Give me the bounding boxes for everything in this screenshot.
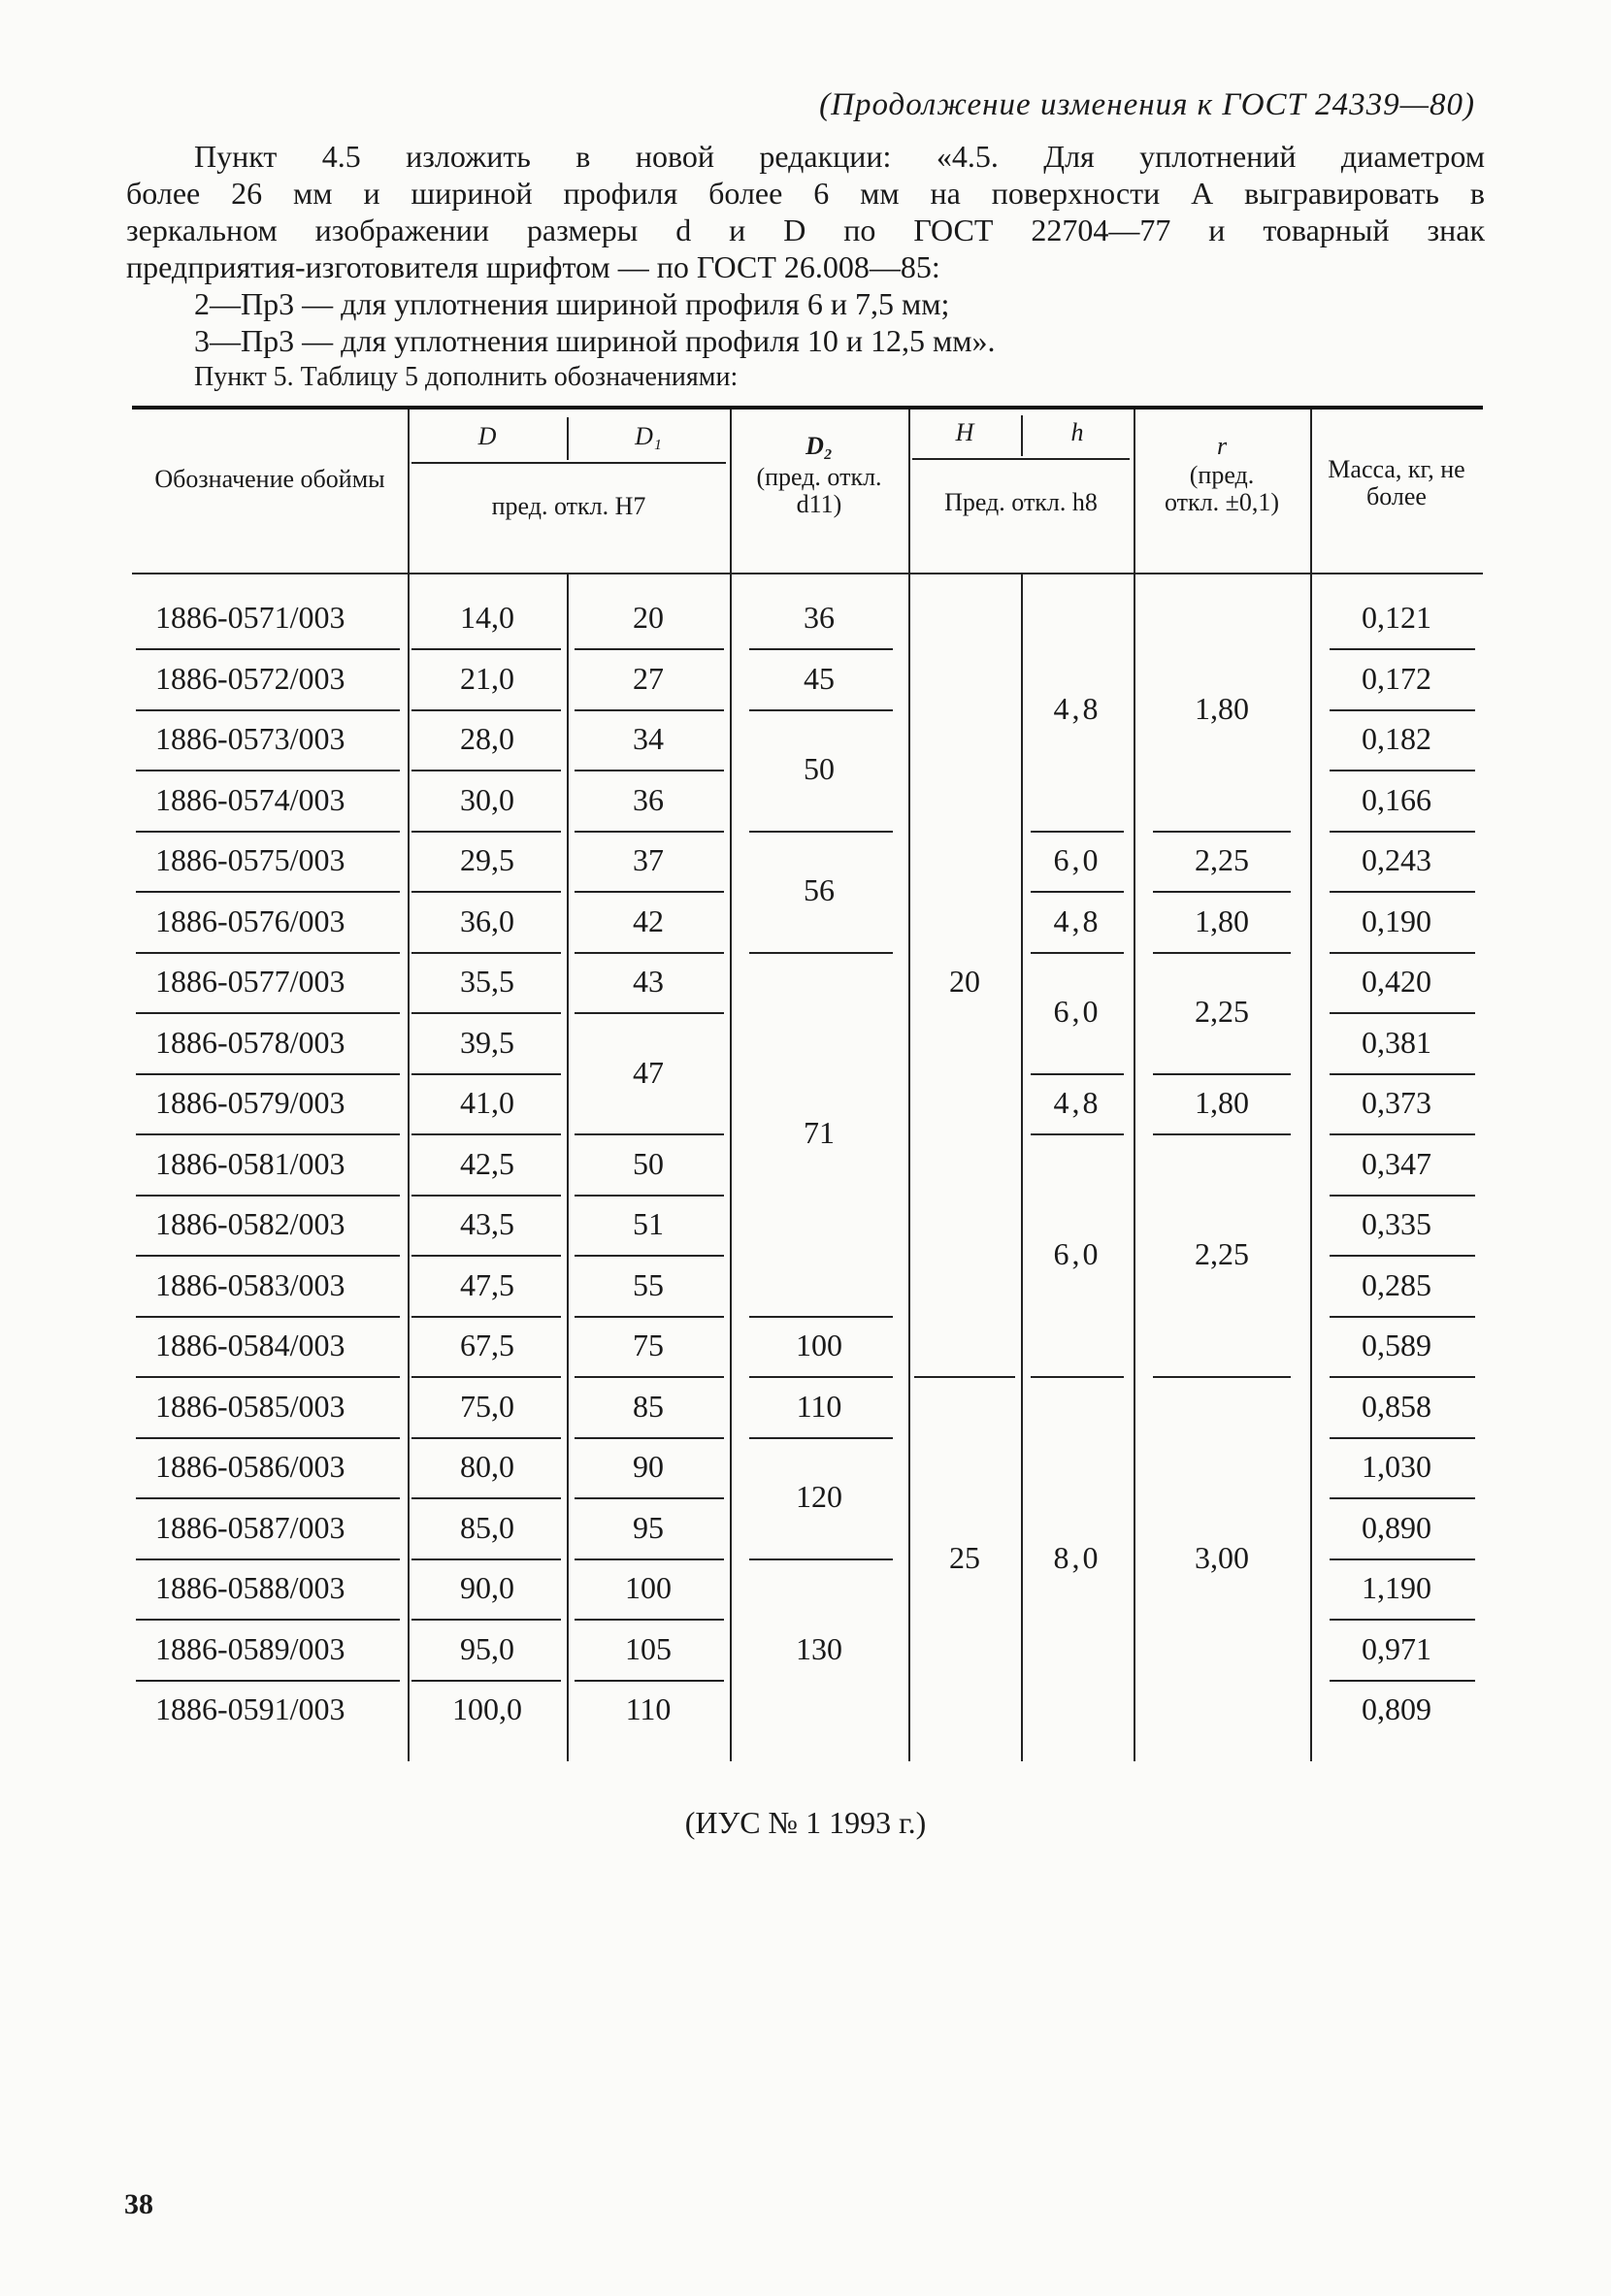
row-rule — [411, 1012, 561, 1014]
row-rule — [1330, 1195, 1475, 1197]
table-row-designation: 1886-0587/003 — [155, 1509, 345, 1545]
table-row-D: 47,5 — [460, 1266, 514, 1302]
row-rule — [136, 1558, 400, 1560]
table-row-mass: 0,166 — [1362, 781, 1431, 817]
row-rule — [411, 1316, 561, 1318]
row-rule — [914, 1376, 1015, 1378]
row-rule — [136, 648, 400, 650]
row-rule — [136, 891, 400, 893]
row-rule — [1330, 1012, 1475, 1014]
table-row-designation: 1886-0582/003 — [155, 1206, 345, 1241]
text-line: Пункт 4.5 изложить в новой редакции: «4.5. Для уплотнений диаметром — [194, 139, 1485, 174]
table-cell-D2: 71 — [804, 1115, 835, 1151]
header-D: D — [477, 422, 497, 450]
table-row-D: 28,0 — [460, 721, 514, 756]
row-rule — [1330, 831, 1475, 833]
row-rule — [749, 831, 893, 833]
table-row-designation: 1886-0573/003 — [155, 721, 345, 756]
row-rule — [1330, 891, 1475, 893]
table-row-mass: 0,243 — [1362, 842, 1431, 877]
row-rule — [411, 770, 561, 771]
table-row-D: 30,0 — [460, 781, 514, 817]
row-rule — [749, 1437, 893, 1439]
header-H: H — [955, 418, 974, 446]
row-rule — [1153, 1133, 1291, 1135]
table-row-mass: 1,030 — [1362, 1449, 1431, 1484]
row-rule — [136, 1133, 400, 1135]
row-rule — [1153, 1376, 1291, 1378]
table-row-designation: 1886-0584/003 — [155, 1328, 345, 1362]
table-row-D1: 95 — [633, 1509, 664, 1545]
table-row-D: 39,5 — [460, 1024, 514, 1060]
table-row-D: 75,0 — [460, 1388, 514, 1424]
header-D1: D₁ — [635, 422, 662, 450]
table-row-mass: 0,809 — [1362, 1691, 1431, 1726]
row-rule — [575, 1195, 724, 1197]
row-rule — [749, 1376, 893, 1378]
row-rule — [411, 1376, 561, 1378]
row-rule — [136, 1255, 400, 1257]
row-rule — [411, 1497, 561, 1499]
table-row-D1: 55 — [633, 1266, 664, 1302]
row-rule — [575, 1619, 724, 1621]
header-mass: Масса, кг, не более — [1328, 455, 1465, 510]
row-rule — [575, 891, 724, 893]
table-row-D1: 50 — [633, 1145, 664, 1181]
row-rule — [575, 709, 724, 711]
row-rule — [1330, 1437, 1475, 1439]
table-row-D: 80,0 — [460, 1449, 514, 1484]
row-rule — [1330, 1619, 1475, 1621]
table-row-D: 42,5 — [460, 1145, 514, 1181]
row-rule — [411, 648, 561, 650]
table-row-D1: 42 — [633, 902, 664, 938]
row-rule — [575, 1316, 724, 1318]
table-row-designation: 1886-0579/003 — [155, 1085, 345, 1120]
table-row-D1: 105 — [625, 1630, 672, 1666]
row-rule — [1330, 1316, 1475, 1318]
header-bottom-rule — [132, 573, 1483, 574]
row-rule — [411, 1558, 561, 1560]
table-row-designation: 1886-0586/003 — [155, 1449, 345, 1484]
table-row-mass: 0,335 — [1362, 1206, 1431, 1241]
row-rule — [136, 831, 400, 833]
header-D-tol: пред. откл. Н7 — [491, 492, 646, 520]
column-rule — [1021, 574, 1023, 1761]
text-line: более 26 мм и шириной профиля более 6 мм на поверхности А выгравировать в — [126, 176, 1485, 211]
table-row-D1: 100 — [625, 1570, 672, 1605]
table-cell-h: 4,8 — [1053, 902, 1101, 938]
table-cell-h: 6,0 — [1053, 1236, 1101, 1272]
row-rule — [749, 709, 893, 711]
table-row-designation: 1886-0572/003 — [155, 660, 345, 696]
row-rule — [1153, 952, 1291, 954]
row-rule — [575, 1376, 724, 1378]
table-row-designation: 1886-0578/003 — [155, 1024, 345, 1060]
row-rule — [136, 770, 400, 771]
row-rule — [575, 770, 724, 771]
table-row-designation: 1886-0583/003 — [155, 1266, 345, 1302]
table-row-mass: 0,420 — [1362, 964, 1431, 999]
table-cell-D2: 110 — [796, 1388, 842, 1424]
row-rule — [1330, 952, 1475, 954]
row-rule — [1330, 1376, 1475, 1378]
table-row-D1: 34 — [633, 721, 664, 756]
table-row-designation: 1886-0581/003 — [155, 1145, 345, 1181]
table-cell-r: 2,25 — [1195, 842, 1249, 877]
table-cell-r: 1,80 — [1195, 1085, 1249, 1120]
text-line: 3—Пр3 — для уплотнения шириной профиля 10 и 12,5 мм». — [194, 323, 996, 358]
row-rule — [1153, 831, 1291, 833]
row-rule — [575, 952, 724, 954]
footer-note: (ИУС № 1 1993 г.) — [684, 1805, 927, 1840]
row-rule — [1153, 891, 1291, 893]
row-rule — [1153, 1073, 1291, 1075]
table-cell-D2: 36 — [804, 600, 835, 635]
header-sub-rule — [411, 462, 726, 464]
table-cell-D1-merged: 47 — [633, 1054, 664, 1090]
row-rule — [575, 1012, 724, 1014]
row-rule — [1330, 1133, 1475, 1135]
row-rule — [411, 1255, 561, 1257]
table-row-D1: 37 — [633, 842, 664, 877]
row-rule — [1330, 1073, 1475, 1075]
row-rule — [1330, 1255, 1475, 1257]
row-rule — [575, 1255, 724, 1257]
row-rule — [136, 1073, 400, 1075]
header-r: r — [1216, 432, 1228, 460]
table-row-D: 29,5 — [460, 842, 514, 877]
table-row-designation: 1886-0574/003 — [155, 781, 345, 817]
row-rule — [136, 1619, 400, 1621]
row-rule — [1031, 952, 1124, 954]
table-row-D: 95,0 — [460, 1630, 514, 1666]
table-row-D: 90,0 — [460, 1570, 514, 1605]
table-cell-r: 3,00 — [1195, 1539, 1249, 1575]
row-rule — [1330, 1680, 1475, 1682]
table-row-D1: 110 — [625, 1691, 672, 1726]
table-top-rule — [132, 406, 1483, 410]
table-row-D: 35,5 — [460, 964, 514, 999]
row-rule — [749, 1316, 893, 1318]
table-cell-r: 2,25 — [1195, 1236, 1249, 1272]
table-row-D: 21,0 — [460, 660, 514, 696]
row-rule — [1031, 1073, 1124, 1075]
table-row-mass: 0,971 — [1362, 1630, 1431, 1666]
row-rule — [1031, 1133, 1124, 1135]
table-row-D1: 20 — [633, 600, 664, 635]
header-designation: Обозначение обоймы — [154, 465, 385, 493]
table-row-D1: 75 — [633, 1328, 664, 1362]
table-cell-h: 6,0 — [1053, 842, 1101, 877]
table-row-mass: 0,190 — [1362, 902, 1431, 938]
table-cell-h: 4,8 — [1053, 1085, 1101, 1120]
row-rule — [411, 1073, 561, 1075]
row-rule — [1031, 891, 1124, 893]
table-cell-D2: 120 — [796, 1479, 842, 1515]
table-cell-H: 25 — [949, 1539, 980, 1575]
table-row-mass: 0,373 — [1362, 1085, 1431, 1120]
table-row-D1: 85 — [633, 1388, 664, 1424]
row-rule — [411, 709, 561, 711]
table-cell-h: 8,0 — [1053, 1539, 1101, 1575]
row-rule — [575, 831, 724, 833]
table-cell-h: 4,8 — [1053, 690, 1101, 726]
table-row-designation: 1886-0575/003 — [155, 842, 345, 877]
amendment-text — [126, 138, 1485, 396]
table-row-D1: 51 — [633, 1206, 664, 1241]
row-rule — [136, 1012, 400, 1014]
table-row-mass: 0,890 — [1362, 1509, 1431, 1545]
row-rule — [136, 1437, 400, 1439]
table-cell-D2: 50 — [804, 751, 835, 787]
row-rule — [749, 952, 893, 954]
table-row-designation: 1886-0591/003 — [155, 1691, 345, 1726]
table-row-D: 100,0 — [452, 1691, 522, 1726]
row-rule — [575, 1437, 724, 1439]
row-rule — [411, 952, 561, 954]
row-rule — [136, 1195, 400, 1197]
row-rule — [575, 1133, 724, 1135]
table-row-mass: 0,381 — [1362, 1024, 1431, 1060]
table-row-designation: 1886-0589/003 — [155, 1630, 345, 1666]
table-row-designation: 1886-0571/003 — [155, 600, 345, 635]
row-rule — [411, 891, 561, 893]
row-rule — [136, 1376, 400, 1378]
table-cell-H: 20 — [949, 964, 980, 999]
table-cell-r: 1,80 — [1195, 690, 1249, 726]
table-row-mass: 0,285 — [1362, 1266, 1431, 1302]
table-row-D: 85,0 — [460, 1509, 514, 1545]
table-row-mass: 0,347 — [1362, 1145, 1431, 1181]
row-rule — [136, 709, 400, 711]
continuation-note: (Продолжение изменения к ГОСТ 24339—80) — [819, 87, 1475, 122]
row-rule — [1031, 831, 1124, 833]
header-D2: D₂ — [806, 432, 833, 460]
row-rule — [1330, 709, 1475, 711]
table-row-D1: 43 — [633, 964, 664, 999]
table-row-D: 41,0 — [460, 1085, 514, 1120]
text-line: зеркальном изображении размеры d и D по ГОСТ 22704—77 и товарный знак — [126, 213, 1485, 247]
row-rule — [749, 1558, 893, 1560]
row-rule — [1330, 770, 1475, 771]
row-rule — [411, 1195, 561, 1197]
row-rule — [575, 648, 724, 650]
row-rule — [136, 1497, 400, 1499]
table-cell-h: 6,0 — [1053, 994, 1101, 1030]
row-rule — [411, 1619, 561, 1621]
table-row-designation: 1886-0585/003 — [155, 1388, 345, 1424]
table-row-D1: 27 — [633, 660, 664, 696]
text-line: Пункт 5. Таблицу 5 дополнить обозначениями: — [194, 362, 739, 392]
table-row-mass: 0,121 — [1362, 600, 1431, 635]
table-row-D: 67,5 — [460, 1328, 514, 1362]
text-line: предприятия-изготовителя шрифтом — по ГОСТ 26.008—85: — [126, 249, 940, 284]
row-rule — [1330, 648, 1475, 650]
table-row-mass: 0,182 — [1362, 721, 1431, 756]
table-row-designation: 1886-0588/003 — [155, 1570, 345, 1605]
row-rule — [575, 1497, 724, 1499]
table-cell-D2: 45 — [804, 660, 835, 696]
row-rule — [411, 1437, 561, 1439]
header-D2-tol: (пред. откл. d11) — [756, 463, 882, 518]
table-row-mass: 0,172 — [1362, 660, 1431, 696]
row-rule — [136, 1680, 400, 1682]
table-row-D1: 90 — [633, 1449, 664, 1484]
table-cell-D2: 56 — [804, 872, 835, 908]
page-number: 38 — [124, 2188, 153, 2220]
header-H-tol: Пред. откл. h8 — [944, 488, 1098, 516]
row-rule — [575, 1680, 724, 1682]
table-row-designation: 1886-0576/003 — [155, 902, 345, 938]
header-r-tol: (пред. откл. ±0,1) — [1164, 461, 1280, 516]
row-rule — [136, 952, 400, 954]
row-rule — [411, 831, 561, 833]
row-rule — [575, 1558, 724, 1560]
row-rule — [749, 648, 893, 650]
table-row-D1: 36 — [633, 781, 664, 817]
text-line: 2—Пр3 — для уплотнения шириной профиля 6 и 7,5 мм; — [194, 286, 950, 321]
table-row-D: 43,5 — [460, 1206, 514, 1241]
header-h: h — [1070, 418, 1084, 446]
table-row-mass: 0,858 — [1362, 1388, 1431, 1424]
row-rule — [411, 1133, 561, 1135]
row-rule — [1330, 1497, 1475, 1499]
row-rule — [1031, 1376, 1124, 1378]
table-row-mass: 0,589 — [1362, 1328, 1431, 1362]
table-row-designation: 1886-0577/003 — [155, 964, 345, 999]
table-row-D: 36,0 — [460, 902, 514, 938]
table-row-D: 14,0 — [460, 600, 514, 635]
table-row-mass: 1,190 — [1362, 1570, 1431, 1605]
table-cell-D2: 130 — [796, 1630, 842, 1666]
header-sub-rule — [912, 458, 1130, 460]
row-rule — [411, 1680, 561, 1682]
row-rule — [1330, 1558, 1475, 1560]
row-rule — [136, 1316, 400, 1318]
table-cell-r: 2,25 — [1195, 994, 1249, 1030]
table-cell-D2: 100 — [796, 1328, 842, 1362]
table-cell-r: 1,80 — [1195, 902, 1249, 938]
